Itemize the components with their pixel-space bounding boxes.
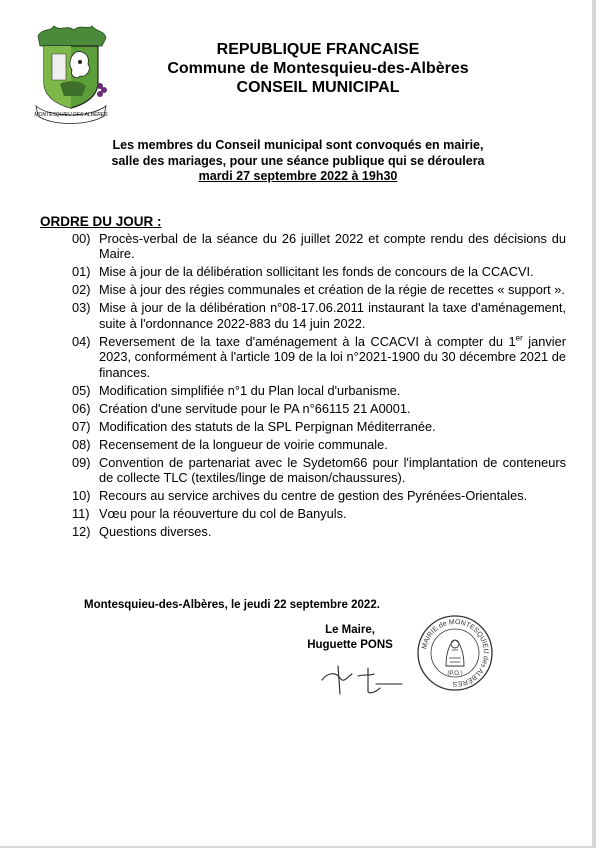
- republic-title: REPUBLIQUE FRANCAISE: [216, 41, 420, 58]
- document-header: [120, 40, 516, 97]
- agenda-item-number: 00): [72, 231, 91, 246]
- agenda-item-number: 09): [72, 454, 91, 470]
- crest-banner-text: MONTESQUIEU DES ALBÈRES: [34, 112, 108, 118]
- agenda-item-text: Mise à jour de la délibération n°08-17.06.2011 instaurant la taxe d'aménagement, suite à l'ordonnance 2022-883 du 14 juin 2022.: [99, 300, 566, 331]
- agenda-item-number: 03): [72, 300, 91, 316]
- agenda-item-text: [99, 334, 566, 380]
- mairie-seal-stamp: [416, 614, 494, 692]
- agenda-item-number: 04): [72, 333, 91, 349]
- agenda-item-text: Procès-verbal de la séance du 26 juillet 2022 et compte rendu des décisions du Maire.: [99, 231, 566, 262]
- agenda-item: [72, 401, 566, 416]
- mayor-role: Le Maire,: [325, 624, 375, 636]
- seal-subtext: (P.O.): [447, 671, 463, 677]
- meeting-date: mardi 27 septembre 2022 à 19h30: [198, 169, 398, 183]
- agenda-item-text-part: janvier 2023, conformément à l'article 109 de la loi n°2021-1900 du 30 décembre 2021 de finances.: [99, 333, 566, 380]
- agenda-item-text: Mise à jour de la délibération sollicitant les fonds de concours de la CCACVI.: [99, 264, 534, 280]
- agenda-item-text: Mise à jour des régies communales et création de la régie de recettes « support ».: [99, 282, 565, 298]
- agenda-item: [72, 488, 566, 503]
- convocation-line-2: salle des mariages, pour une séance publique qui se déroulera: [111, 153, 485, 168]
- agenda-item-number: 08): [72, 436, 91, 452]
- agenda-item: [72, 437, 566, 452]
- agenda-item-text: Création d'une servitude pour le PA n°66115 21 A0001.: [99, 400, 411, 416]
- agenda-item-text: Questions diverses.: [99, 524, 212, 540]
- agenda-item-text: Recensement de la longueur de voirie communale.: [99, 436, 388, 452]
- agenda-item: [72, 419, 566, 434]
- convocation-notice: [60, 138, 536, 185]
- agenda-item-number: 06): [72, 400, 91, 416]
- agenda-item: [72, 383, 566, 398]
- commune-crest-logo: [30, 22, 110, 128]
- agenda-item: [72, 264, 566, 279]
- mayor-signature-block: [290, 623, 410, 653]
- agenda-item-text: Convention de partenariat avec le Sydetom66 pour l'implantation de conteneurs de collecte TLC (textiles/linge de maison/chaussures).: [99, 454, 566, 486]
- agenda-item-number: 12): [72, 524, 91, 540]
- agenda-item-text: Recours au service archives du centre de gestion des Pyrénées-Orientales.: [99, 488, 528, 504]
- seal-text: MAIRIE de MONTESQUIEU des ALBÈRES: [421, 618, 490, 688]
- agenda-item-number: 11): [72, 506, 90, 522]
- agenda-item: [72, 455, 566, 486]
- agenda-item-number: 07): [72, 418, 91, 434]
- agenda-item-text-part: Reversement de la taxe d'aménagement à la CCACVI à compter du 1: [99, 333, 516, 349]
- handwritten-signature: [318, 658, 408, 698]
- agenda-item-text: Modification des statuts de la SPL Perpignan Méditerranée.: [99, 418, 436, 434]
- place-and-date: Montesquieu-des-Albères, le jeudi 22 septembre 2022.: [84, 599, 380, 611]
- agenda-item: [72, 334, 566, 380]
- agenda-list: [72, 231, 566, 542]
- agenda-item: [72, 506, 566, 521]
- agenda-item: [72, 524, 566, 539]
- ordinal-superscript: er: [515, 333, 523, 343]
- agenda-item-number: 10): [72, 488, 91, 504]
- agenda-item: [72, 231, 566, 262]
- agenda-title: ORDRE DU JOUR :: [40, 214, 162, 229]
- agenda-item-number: 02): [72, 282, 91, 298]
- council-title: CONSEIL MUNICIPAL: [236, 79, 400, 96]
- agenda-item-text: Modification simplifiée n°1 du Plan local d'urbanisme.: [99, 382, 401, 398]
- agenda-item-number: 01): [72, 264, 91, 280]
- mayor-name: Huguette PONS: [307, 639, 393, 651]
- agenda-item-number: 05): [72, 382, 91, 398]
- agenda-item-text: Vœu pour la réouverture du col de Banyuls.: [99, 506, 347, 522]
- convocation-line-1: Les membres du Conseil municipal sont convoqués en mairie,: [112, 138, 484, 152]
- commune-name: Commune de Montesquieu-des-Albères: [167, 60, 469, 77]
- agenda-item: [72, 282, 566, 297]
- agenda-item: [72, 300, 566, 331]
